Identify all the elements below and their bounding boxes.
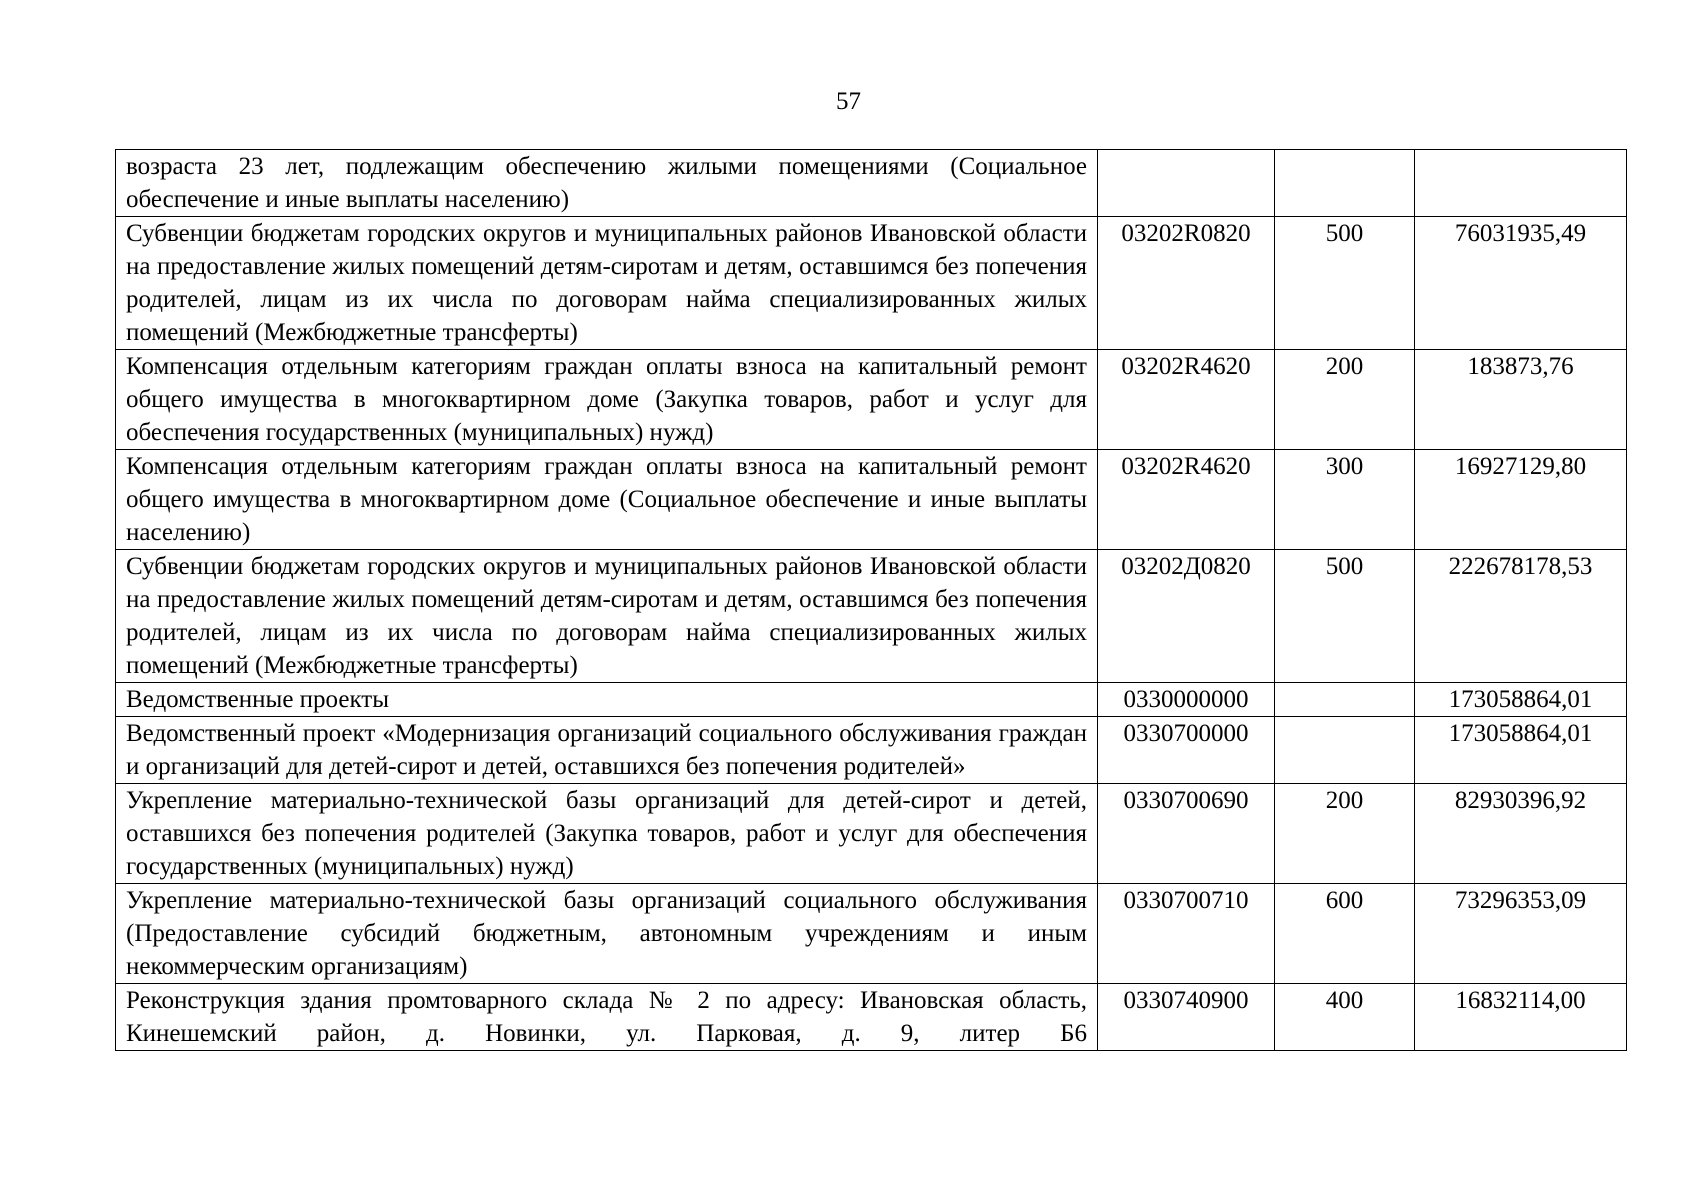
row-amount: 16832114,00 bbox=[1415, 984, 1627, 1051]
table-row bbox=[116, 217, 1627, 350]
page-number: 57 bbox=[836, 88, 861, 115]
table-row bbox=[116, 717, 1627, 784]
table-row bbox=[116, 784, 1627, 884]
table-row bbox=[116, 984, 1627, 1051]
row-name: возраста 23 лет, подлежащим обеспечению жилыми помещениями (Социальное обеспечение и иные выплаты населению) bbox=[116, 150, 1098, 217]
row-name: Компенсация отдельным категориям граждан оплаты взноса на капитальный ремонт общего имущества в многоквартирном доме (Социальное обеспечение и иные выплаты населению) bbox=[116, 450, 1098, 550]
row-type: 300 bbox=[1275, 450, 1415, 550]
row-code: 0330700690 bbox=[1098, 784, 1275, 884]
table-row bbox=[116, 150, 1627, 217]
row-type: 500 bbox=[1275, 550, 1415, 683]
row-type bbox=[1275, 150, 1415, 217]
table-row bbox=[116, 350, 1627, 450]
row-name: Ведомственный проект «Модернизация организаций социального обслуживания граждан и организаций для детей-сирот и детей, оставшихся без попечения родителей» bbox=[116, 717, 1098, 784]
row-code bbox=[1098, 150, 1275, 217]
row-amount bbox=[1415, 150, 1627, 217]
row-type bbox=[1275, 717, 1415, 784]
row-amount: 183873,76 bbox=[1415, 350, 1627, 450]
row-name: Укрепление материально-технической базы организаций для детей-сирот и детей, оставшихся без попечения родителей (Закупка товаров, работ и услуг для обеспечения государственных (муниципальных) нужд) bbox=[116, 784, 1098, 884]
row-type bbox=[1275, 683, 1415, 717]
row-type: 200 bbox=[1275, 784, 1415, 884]
row-name: Укрепление материально-технической базы организаций социального обслуживания (Предоставление субсидий бюджетным, автономным учреждениям и иным некоммерческим организациям) bbox=[116, 884, 1098, 984]
row-amount: 82930396,92 bbox=[1415, 784, 1627, 884]
row-code: 0330000000 bbox=[1098, 683, 1275, 717]
row-code: 0330700710 bbox=[1098, 884, 1275, 984]
row-amount: 222678178,53 bbox=[1415, 550, 1627, 683]
row-name: Субвенции бюджетам городских округов и муниципальных районов Ивановской области на предоставление жилых помещений детям-сиротам и детям, оставшимся без попечения родителей, лицам из их числа по договорам найма специализированных жилых помещений (Межбюджетные трансферты) bbox=[116, 217, 1098, 350]
row-type: 200 bbox=[1275, 350, 1415, 450]
row-name: Субвенции бюджетам городских округов и муниципальных районов Ивановской области на предоставление жилых помещений детям-сиротам и детям, оставшимся без попечения родителей, лицам из их числа по договорам найма специализированных жилых помещений (Межбюджетные трансферты) bbox=[116, 550, 1098, 683]
row-code: 03202R0820 bbox=[1098, 217, 1275, 350]
row-name: Реконструкция здания промтоварного склада № 2 по адресу: Ивановская область, Кинешемский район, д. Новинки, ул. Парковая, д. 9, литер Б6 bbox=[116, 984, 1098, 1051]
table-row bbox=[116, 683, 1627, 717]
row-code: 03202R4620 bbox=[1098, 350, 1275, 450]
row-name: Ведомственные проекты bbox=[116, 683, 1098, 717]
row-code: 03202R4620 bbox=[1098, 450, 1275, 550]
row-type: 400 bbox=[1275, 984, 1415, 1051]
row-amount: 16927129,80 bbox=[1415, 450, 1627, 550]
budget-table bbox=[115, 149, 1627, 1051]
row-type: 500 bbox=[1275, 217, 1415, 350]
table-row bbox=[116, 550, 1627, 683]
row-code: 0330700000 bbox=[1098, 717, 1275, 784]
row-code: 03202Д0820 bbox=[1098, 550, 1275, 683]
table-row bbox=[116, 450, 1627, 550]
row-type: 600 bbox=[1275, 884, 1415, 984]
row-amount: 173058864,01 bbox=[1415, 717, 1627, 784]
row-amount: 76031935,49 bbox=[1415, 217, 1627, 350]
table-row bbox=[116, 884, 1627, 984]
row-amount: 173058864,01 bbox=[1415, 683, 1627, 717]
row-name: Компенсация отдельным категориям граждан оплаты взноса на капитальный ремонт общего имущества в многоквартирном доме (Закупка товаров, работ и услуг для обеспечения государственных (муниципальных) нужд) bbox=[116, 350, 1098, 450]
row-amount: 73296353,09 bbox=[1415, 884, 1627, 984]
row-code: 0330740900 bbox=[1098, 984, 1275, 1051]
